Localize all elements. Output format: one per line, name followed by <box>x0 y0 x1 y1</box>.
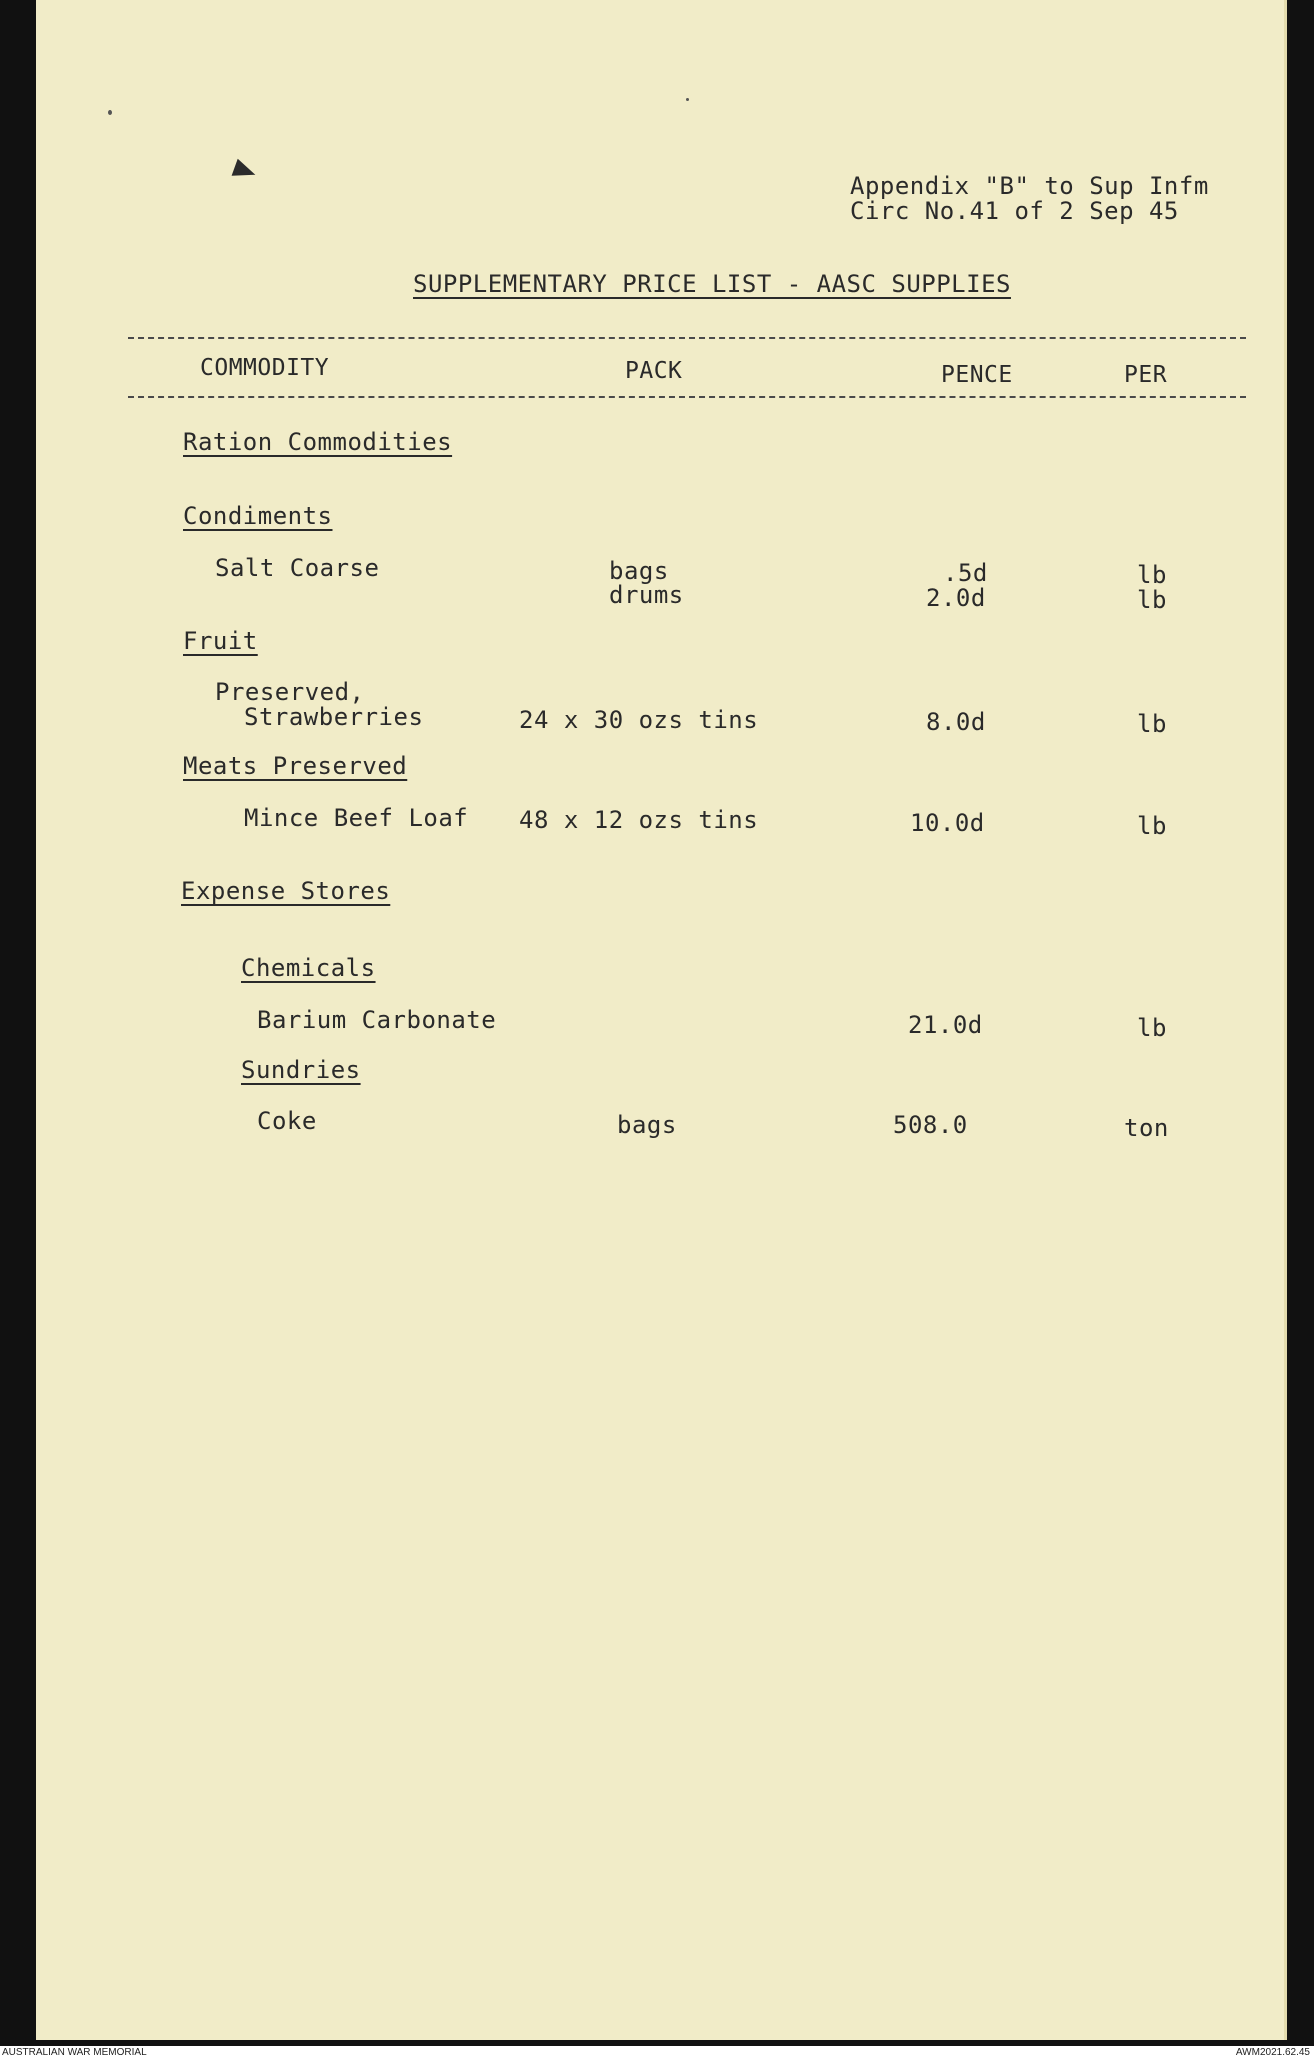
item-strawberries: Strawberries <box>244 703 424 731</box>
pack-strawberries: 24 x 30 ozs tins <box>519 706 759 734</box>
per-mince-beef-loaf: lb <box>1137 812 1167 840</box>
section-ration-commodities: Ration Commodities <box>183 428 453 456</box>
pence-salt-bags: .5d <box>943 559 988 587</box>
pence-coke: 508.0 <box>893 1111 968 1139</box>
per-salt-bags: lb <box>1137 561 1167 589</box>
footer-institution: AUSTRALIAN WAR MEMORIAL <box>2 2047 147 2058</box>
document-title: SUPPLEMENTARY PRICE LIST - AASC SUPPLIES <box>413 270 1011 298</box>
pence-mince-beef-loaf: 10.0d <box>910 809 985 837</box>
per-salt-drums: lb <box>1137 586 1167 614</box>
item-salt-coarse: Salt Coarse <box>215 554 380 582</box>
appendix-line-2: Circ No.41 of 2 Sep 45 <box>850 197 1179 225</box>
pence-barium-carbonate: 21.0d <box>908 1011 983 1039</box>
column-header-per: PER <box>1124 362 1168 388</box>
header-rule-bottom <box>128 396 1246 398</box>
pack-mince-beef-loaf: 48 x 12 ozs tins <box>519 806 759 834</box>
pence-salt-drums: 2.0d <box>926 584 986 612</box>
column-header-commodity: COMMODITY <box>200 355 330 381</box>
document-page <box>36 0 1287 2040</box>
section-condiments: Condiments <box>183 502 333 530</box>
item-mince-beef-loaf: Mince Beef Loaf <box>244 804 469 832</box>
footer-reference: AWM2021.62.45 <box>1235 2047 1310 2058</box>
per-strawberries: lb <box>1137 710 1167 738</box>
section-fruit: Fruit <box>183 627 258 655</box>
section-meats-preserved: Meats Preserved <box>183 752 408 780</box>
section-expense-stores: Expense Stores <box>181 877 391 905</box>
pack-salt-drums: drums <box>609 581 684 609</box>
column-header-pence: PENCE <box>941 362 1013 388</box>
section-chemicals: Chemicals <box>241 954 376 982</box>
item-preserved: Preserved, <box>215 678 365 706</box>
appendix-line-1: Appendix "B" to Sup Infm <box>850 172 1209 200</box>
column-header-pack: PACK <box>625 358 683 384</box>
section-sundries: Sundries <box>241 1056 361 1084</box>
punch-hole-mark <box>232 159 259 183</box>
per-barium-carbonate: lb <box>1137 1014 1167 1042</box>
header-rule-top <box>128 337 1246 339</box>
pack-salt-bags: bags <box>609 557 669 585</box>
archive-footer <box>0 2046 1314 2061</box>
paper-speck <box>686 98 689 101</box>
pence-strawberries: 8.0d <box>926 708 986 736</box>
item-barium-carbonate: Barium Carbonate <box>257 1006 497 1034</box>
per-coke: ton <box>1124 1114 1169 1142</box>
pack-coke: bags <box>617 1111 677 1139</box>
item-coke: Coke <box>257 1107 317 1135</box>
paper-speck <box>108 110 112 115</box>
